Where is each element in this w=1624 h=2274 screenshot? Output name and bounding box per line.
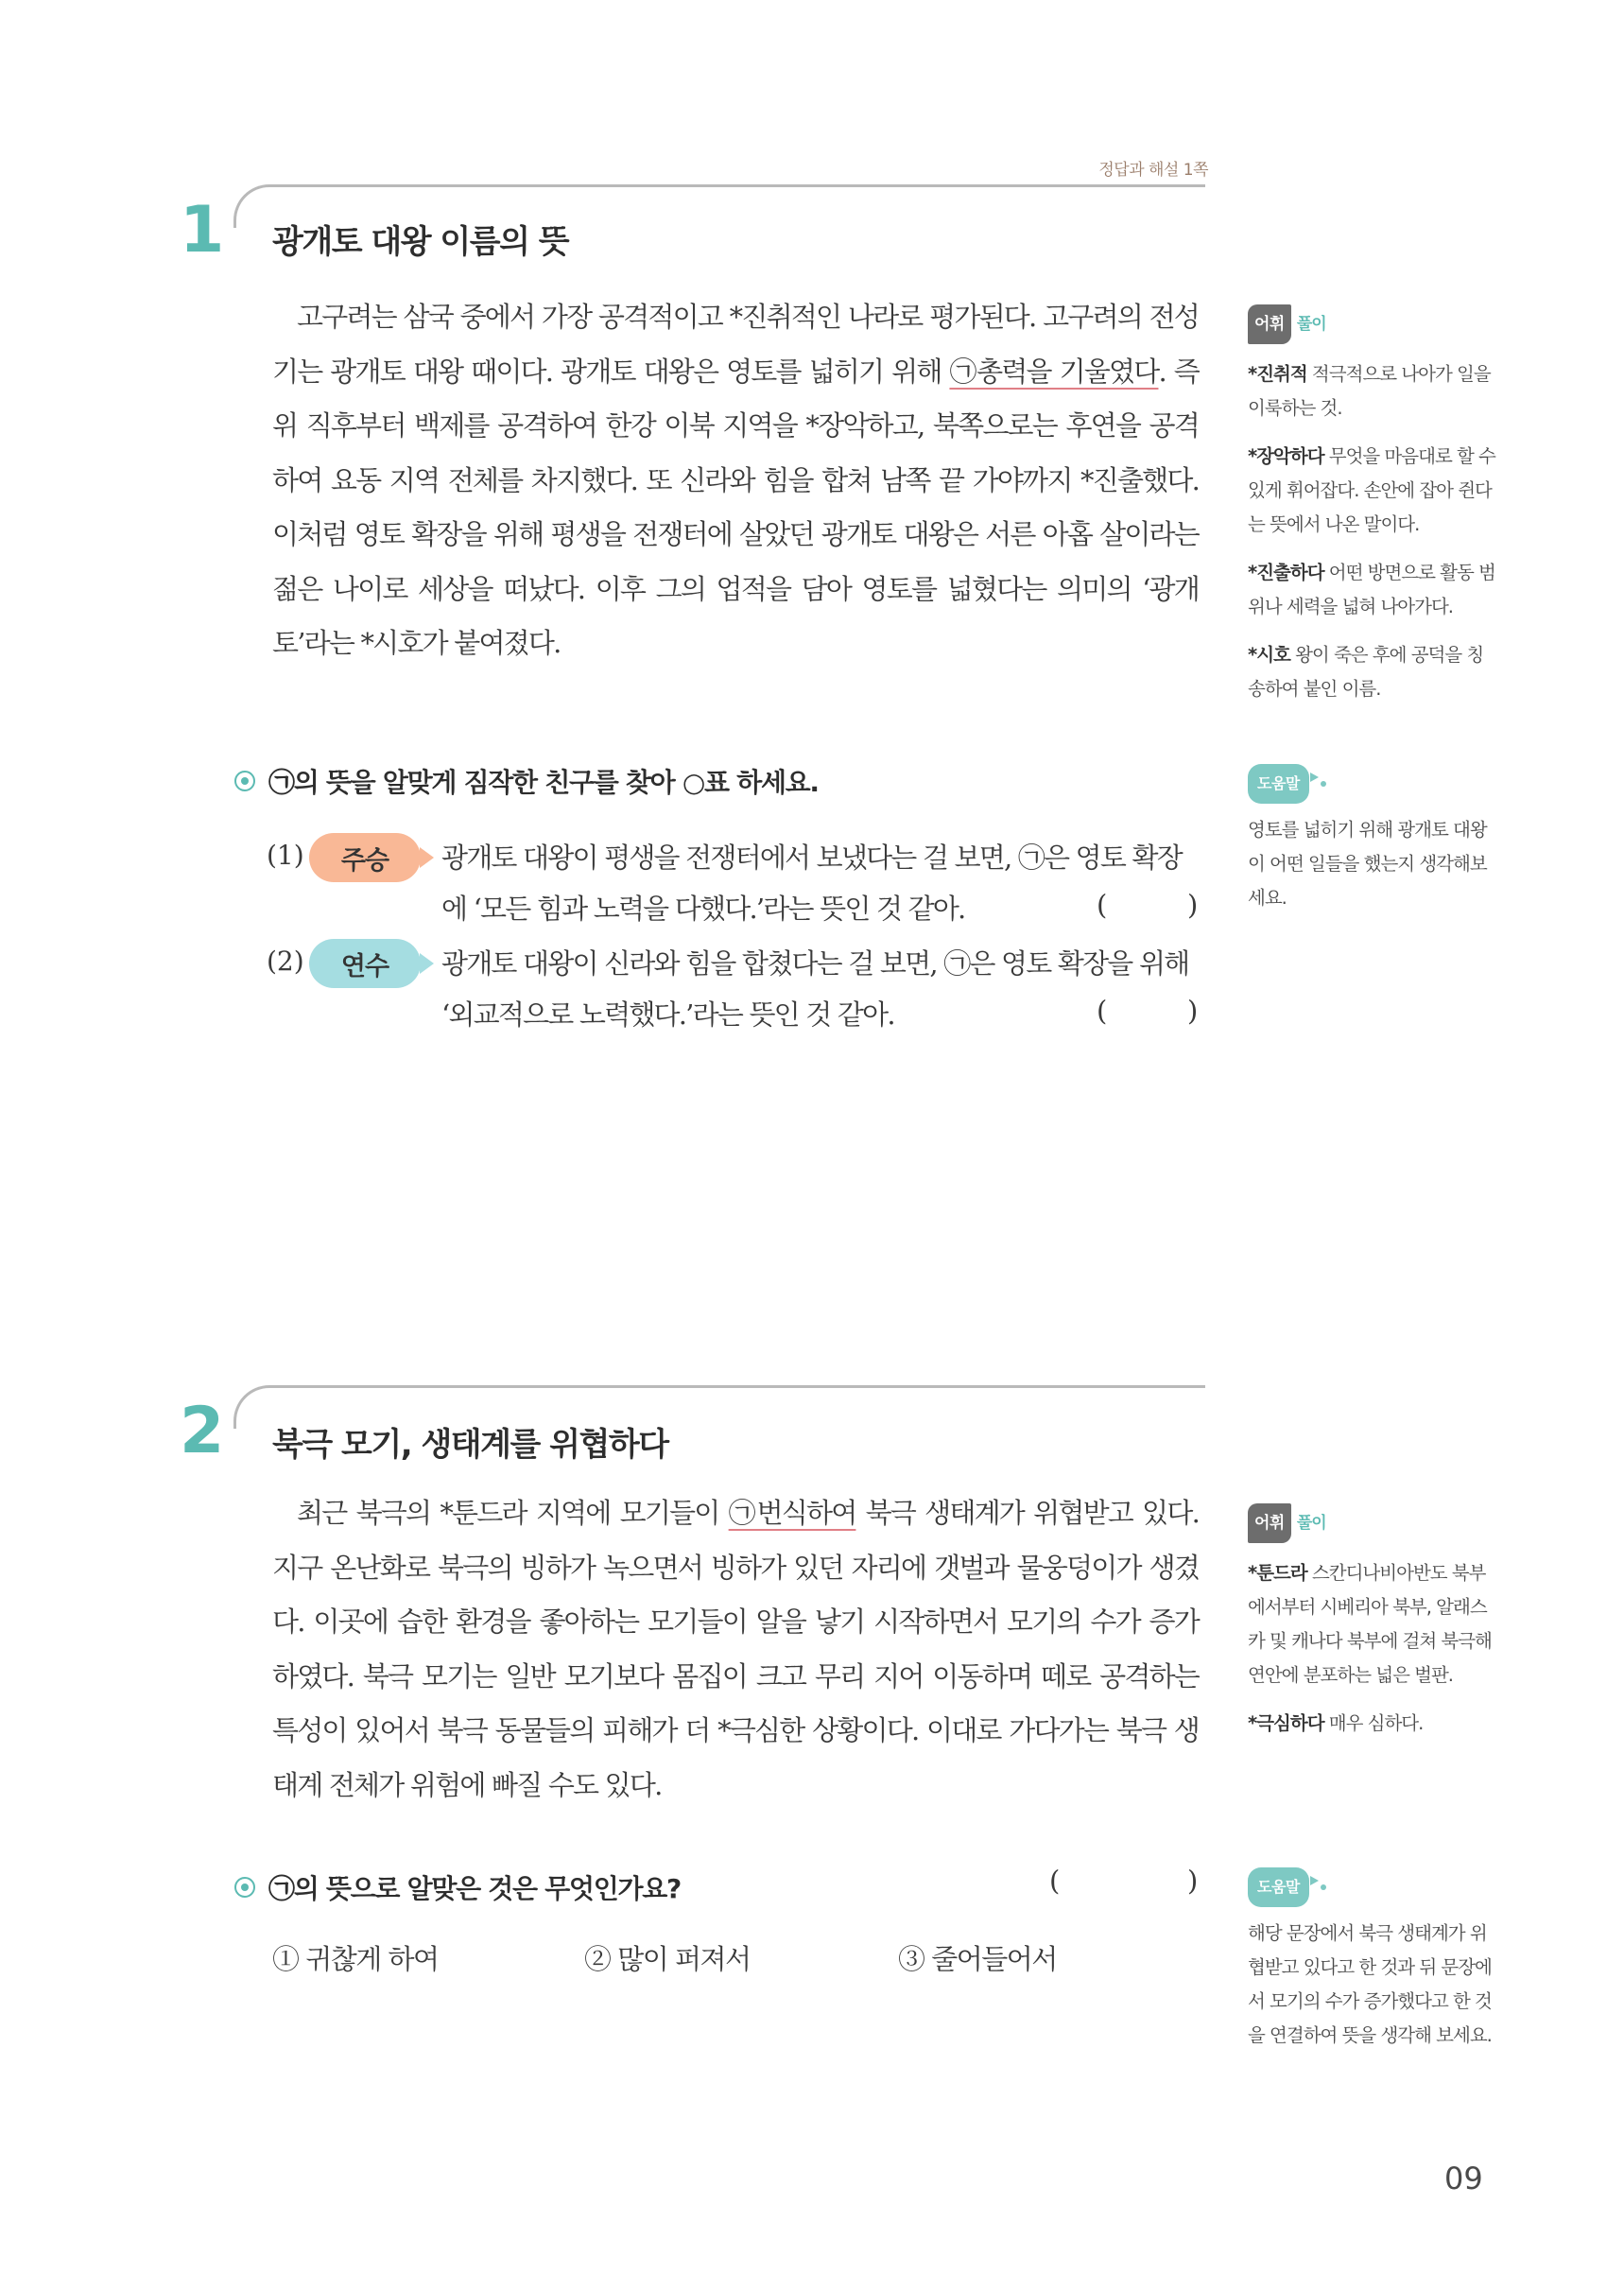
underlined-phrase: ㉠총력을 기울였다 <box>949 355 1159 388</box>
speaker-badge-yeonsu: 연수 <box>309 939 421 988</box>
vocab-item: *시호 왕이 죽은 후에 공덕을 칭송하여 붙인 이름. <box>1248 644 1484 700</box>
answer-reference: 정답과 해설 1쪽 <box>1098 161 1208 180</box>
section-2-vocab-box <box>1248 1503 1495 1755</box>
choice-1-paren-close[interactable]: ) <box>1187 889 1199 921</box>
passage-text: 북극 생태계가 위협받고 있다. 지구 온난화로 북극의 빙하가 녹으면서 빙하가 있던 자리에 갯벌과 물웅덩이가 생겼다. 이곳에 습한 환경을 좋아하는 모기들이 알을 낳기 시작하면서 모기의 수가 증가하였다. 북극 모기는 일반 모기보다 몸집이 크고 무리 지어 이동하며 떼로 공격하는 특성이 있어서 북극 동물들의 피해가 더 *극심한 상황이다. 이대로 가다가는 북극 생태계 전체가 위험에 빠질 수도 있다. <box>272 1497 1199 1801</box>
help-tag: 도움말 <box>1248 1867 1309 1907</box>
passage-text: . 즉위 직후부터 백제를 공격하여 한강 이북 지역을 *장악하고, 북쪽으로는 후연을 공격하여 요동 지역 전체를 차지했다. 또 신라와 힘을 합쳐 남쪽 끝 가야까지 *진출했다. 이처럼 영토 확장을 위해 평생을 전쟁터에 살았던 광개토 대왕은 서른 아홉 살이라는 젊은 나이로 세상을 떠났다. 이후 그의 업적을 담아 영토를 넓혔다는 의미의 ‘광개토’라는 *시호가 붙여졌다. <box>272 355 1199 659</box>
section-1-passage <box>272 290 1199 671</box>
choice-1-number: (1) <box>267 840 304 871</box>
section-1-help-box <box>1248 764 1495 915</box>
vocab-tag: 어휘 <box>1248 1503 1291 1543</box>
section-2-passage <box>272 1486 1199 1813</box>
vocab-item: *진취적 적극적으로 나아가 일을 이룩하는 것. <box>1248 363 1491 419</box>
passage-text: 최근 북극의 *툰드라 지역에 모기들이 <box>297 1497 729 1529</box>
help-dot-icon <box>1321 781 1326 787</box>
section-2-title: 북극 모기, 생태계를 위협하다 <box>272 1426 668 1464</box>
page-number: 09 <box>1444 2161 1483 2196</box>
help-text: 영토를 넓히기 위해 광개토 대왕이 어떤 일들을 했는지 생각해보세요. <box>1248 819 1487 909</box>
speaker-badge-jooseung: 주승 <box>309 833 421 882</box>
choice-1-paren-open: ( <box>1097 889 1108 921</box>
question-text: ㉠의 뜻으로 알맞은 것은 무엇인가요? <box>268 1873 681 1904</box>
section-1-number: 1 <box>180 193 225 268</box>
choice-2-paren-close[interactable]: ) <box>1187 995 1199 1027</box>
option-2[interactable]: ② 많이 퍼져서 <box>584 1943 751 1975</box>
help-dot-icon <box>1321 1884 1326 1890</box>
section-2-question <box>234 1868 681 1906</box>
vocab-sub: 풀이 <box>1296 315 1326 334</box>
section-1-question <box>234 762 819 800</box>
vocab-item: *장악하다 무엇을 마음대로 할 수 있게 휘어잡다. 손안에 잡아 쥔다는 뜻에서 나온 말이다. <box>1248 445 1495 535</box>
section-1-vocab-box <box>1248 304 1495 720</box>
question-bullet-icon <box>234 1877 255 1898</box>
question-bullet-icon <box>234 771 255 791</box>
answer-paren-open: ( <box>1049 1865 1061 1897</box>
vocab-item: *진출하다 어떤 방면으로 활동 범위나 세력을 넓혀 나아가다. <box>1248 562 1495 617</box>
choice-2-paren-open: ( <box>1097 995 1108 1027</box>
vocab-label <box>1248 304 1495 344</box>
vocab-tag: 어휘 <box>1248 304 1291 344</box>
vocab-sub: 풀이 <box>1296 1514 1326 1533</box>
choice-1-text: 광개토 대왕이 평생을 전쟁터에서 보냈다는 걸 보면, ㉠은 영토 확장에 ‘모든 힘과 노력을 다했다.’라는 뜻인 것 같아. <box>441 842 1182 925</box>
question-text: ㉠의 뜻을 알맞게 짐작한 친구를 찾아 ○표 하세요. <box>268 767 819 798</box>
answer-paren-close[interactable]: ) <box>1187 1865 1199 1897</box>
vocab-item: *극심하다 매우 심하다. <box>1248 1712 1424 1734</box>
help-tag: 도움말 <box>1248 764 1309 804</box>
help-label <box>1248 764 1495 804</box>
option-3[interactable]: ③ 줄어들어서 <box>898 1943 1057 1975</box>
choice-2-text: 광개토 대왕이 신라와 힘을 합쳤다는 걸 보면, ㉠은 영토 확장을 위해 ‘외교적으로 노력했다.’라는 뜻인 것 같아. <box>441 947 1189 1031</box>
help-text: 해당 문장에서 북극 생태계가 위협받고 있다고 한 것과 뒤 문장에서 모기의 수가 증가했다고 한 것을 연결하여 뜻을 생각해 보세요. <box>1248 1922 1492 2046</box>
section-2-number: 2 <box>180 1394 225 1468</box>
choice-2-number: (2) <box>267 946 304 977</box>
section-2-help-box <box>1248 1867 1495 2053</box>
vocab-label <box>1248 1503 1495 1543</box>
section-1-title: 광개토 대왕 이름의 뜻 <box>272 223 569 261</box>
option-1[interactable]: ① 귀찮게 하여 <box>272 1943 439 1975</box>
underlined-phrase: ㉠번식하여 <box>728 1497 856 1529</box>
vocab-item: *툰드라 스칸디나비아반도 북부에서부터 시베리아 북부, 알래스카 및 캐나다 북부에 걸쳐 북극해 연안에 분포하는 넓은 벌판. <box>1248 1562 1492 1686</box>
help-label <box>1248 1867 1495 1907</box>
passage-text: 고구려는 삼국 중에서 가장 공격적이고 *진취적인 나라로 평가된다. 고구려의 전성기는 광개토 대왕 때이다. 광개토 대왕은 영토를 넓히기 위해 <box>272 301 1199 388</box>
